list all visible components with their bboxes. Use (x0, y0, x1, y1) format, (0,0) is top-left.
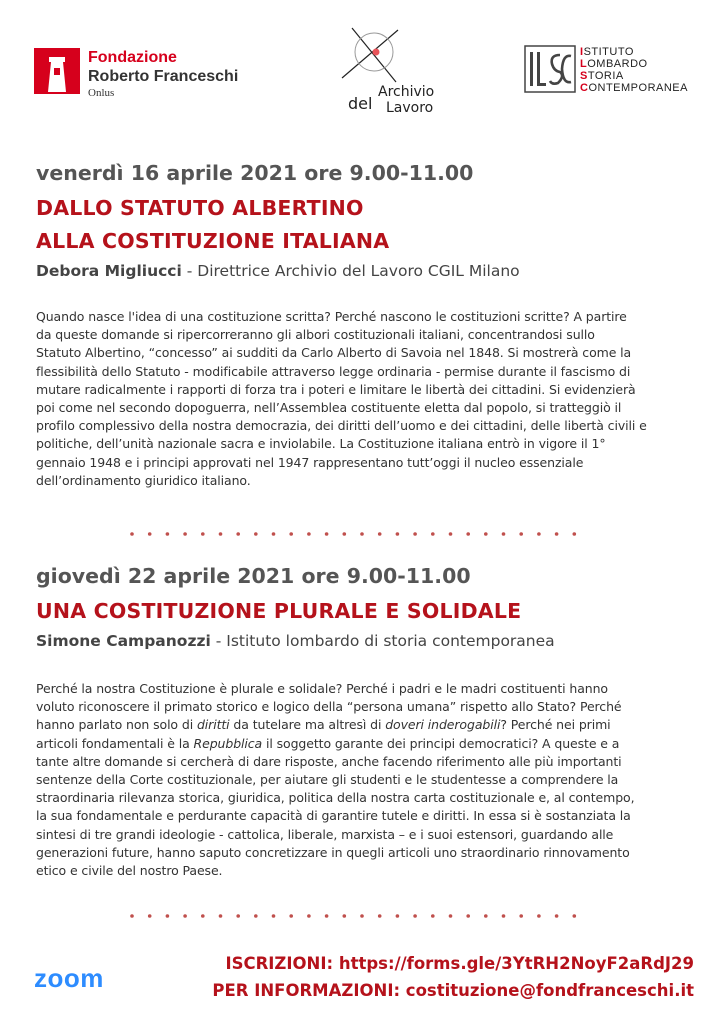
divider-dot (378, 914, 382, 918)
paragraph-line: hanno parlato non solo di diritti da tutelare ma altresì di doveri inderogabili? Perché nei primi (36, 717, 611, 733)
event-1 (36, 160, 696, 490)
event-2-title: UNA COSTITUZIONE PLURALE E SOLIDALE (36, 599, 522, 623)
ilsc-logo (524, 44, 694, 108)
divider-dot (573, 914, 577, 918)
header (0, 22, 724, 122)
event-1-title-line2: ALLA COSTITUZIONE ITALIANA (36, 229, 390, 253)
divider-dot (396, 914, 400, 918)
divider-dot (325, 914, 329, 918)
divider-dot (378, 532, 382, 536)
tower-icon (34, 48, 80, 94)
divider-dot (502, 914, 506, 918)
fondazione-label: Fondazione (88, 49, 177, 66)
paragraph-line: profilo complessivo della nostra democrazia, dei diritti dell’uomo e dei cittadini, delle libertà civili e (36, 418, 647, 434)
divider-dot (360, 914, 364, 918)
paragraph-line: generazioni future, hanno saputo concretizzare in quegli articoli uno straordinario rinnovamento (36, 844, 630, 860)
event-1-date: venerdì 16 aprile 2021 ore 9.00-11.00 (36, 161, 474, 185)
dotted-divider (130, 529, 590, 539)
divider-dot (537, 914, 541, 918)
divider-dot (343, 914, 347, 918)
ilsc-line-istituto: ISTITUTO (580, 46, 634, 58)
paragraph-line: Quando nasce l'idea di una costituzione scritta? Perché nascono le costituzioni scritte? A partire (36, 309, 627, 324)
divider-dot (484, 914, 488, 918)
dotted-divider (130, 911, 590, 921)
divider-dot (537, 532, 541, 536)
divider-dot (502, 532, 506, 536)
paragraph-line: dell’ordinamento giuridico italiano. (36, 472, 251, 488)
paragraph-line: poi come nel secondo dopoguerra, nell’Assemblea costituente eletta dal popolo, si tratteggiò il (36, 400, 622, 416)
divider-dot (555, 532, 559, 536)
divider-dot (201, 532, 205, 536)
paragraph-line: da queste domande si ripercorreranno gli albori costituzionali italiani, concentrandosi sullo (36, 327, 595, 343)
divider-dot (130, 914, 134, 918)
contact-email[interactable]: PER INFORMAZIONI: costituzione@fondfranceschi.it (212, 981, 694, 1000)
divider-dot (396, 532, 400, 536)
divider-dot (166, 914, 170, 918)
divider-dot (254, 914, 258, 918)
paragraph-line: articoli fondamentali è la Repubblica il soggetto garante dei principi democratici? A queste e a (36, 735, 620, 751)
divider-dot (272, 532, 276, 536)
divider-dot (307, 914, 311, 918)
paragraph-line: sintesi di tre grandi ideologie - cattolica, liberale, marxista – e i suoi estensori, guardando alle (36, 826, 614, 842)
divider-dot (360, 532, 364, 536)
divider-dot (289, 532, 293, 536)
paragraph-line: sentenze della Corte costituzionale, per aiutare gli studenti e le studentesse a comprendere la (36, 772, 619, 788)
divider-dot (166, 532, 170, 536)
onlus-label: Onlus (88, 87, 115, 99)
divider-dot (449, 914, 453, 918)
ilsc-line-contemporanea: CONTEMPORANEA (580, 82, 688, 94)
event-1-title-line1: DALLO STATUTO ALBERTINO (36, 196, 364, 220)
paragraph-line: la sua fondamentale e perdurante capacità di garantire tutele e diritti. In essa si è sostanziata la (36, 808, 631, 824)
zoom-logo: zoom (34, 963, 104, 993)
event-1-description (36, 308, 696, 490)
paragraph-line: straordinaria rilevanza storica, giuridica, politica della nostra carta costituzionale e, al contempo, (36, 790, 635, 806)
fondazione-franceschi-logo (34, 48, 294, 118)
divider-dot (466, 914, 470, 918)
archivio-label: Archivio (378, 84, 435, 100)
del-label: del (348, 94, 373, 113)
archivio-lavoro-logo (330, 22, 450, 132)
paragraph-line: mutare radicalmente i rapporti di forza tra i poteri e limitare le libertà dei cittadini. Si evidenzierà (36, 381, 636, 397)
paragraph-line: Perché la nostra Costituzione è plurale e solidale? Perché i padri e le madri costituenti hanno (36, 681, 608, 696)
divider-dot (219, 532, 223, 536)
event-1-speaker (36, 260, 696, 282)
divider-dot (413, 914, 417, 918)
divider-dot (466, 532, 470, 536)
compass-icon (338, 22, 408, 92)
franceschi-label: Roberto Franceschi (88, 68, 239, 85)
divider-dot (519, 532, 523, 536)
event-1-speaker-name: Debora Migliucci (36, 262, 182, 280)
divider-dot (484, 532, 488, 536)
divider-dot (183, 914, 187, 918)
ilsc-mark-icon (524, 44, 576, 98)
divider-dot (573, 532, 577, 536)
divider-dot (343, 532, 347, 536)
divider-dot (148, 532, 152, 536)
divider-dot (449, 532, 453, 536)
divider-dot (219, 914, 223, 918)
paragraph-line: politiche, dell’unità nazionale sacra e inviolabile. La Costituzione italiana entrò in vigore il 1° (36, 436, 606, 452)
divider-dot (201, 914, 205, 918)
divider-dot (519, 914, 523, 918)
divider-dot (254, 532, 258, 536)
event-2-date: giovedì 22 aprile 2021 ore 9.00-11.00 (36, 564, 471, 588)
paragraph-line: etico e civile del nostro Paese. (36, 863, 223, 879)
divider-dot (431, 532, 435, 536)
registration-link[interactable]: ISCRIZIONI: https://forms.gle/3YtRH2NoyF2aRdJ29 (225, 954, 694, 973)
paragraph-line: Statuto Albertino, “concesso” ai sudditi da Carlo Alberto di Savoia nel 1848. Si mostrerà come la (36, 345, 632, 361)
divider-dot (413, 532, 417, 536)
divider-dot (431, 914, 435, 918)
ilsc-line-lombardo: LOMBARDO (580, 58, 648, 70)
divider-dot (130, 532, 134, 536)
divider-dot (236, 532, 240, 536)
divider-dot (325, 532, 329, 536)
divider-dot (236, 914, 240, 918)
lavoro-label: Lavoro (386, 100, 434, 116)
event-2 (36, 563, 696, 880)
event-2-description (36, 680, 696, 880)
divider-dot (289, 914, 293, 918)
divider-dot (183, 532, 187, 536)
event-1-speaker-role: - Direttrice Archivio del Lavoro CGIL Milano (181, 262, 520, 280)
divider-dot (307, 532, 311, 536)
event-2-speaker (36, 630, 696, 652)
footer-info (212, 950, 694, 1004)
paragraph-line: gennaio 1948 e i principi approvati nel 1947 rappresentano tutt’oggi il nucleo essenziale (36, 454, 584, 470)
paragraph-line: voluto riconoscere il primato storico e logico della “persona umana” rispetto allo Stato? Perché (36, 699, 622, 715)
paragraph-line: flessibilità dello Statuto - modificabile attraverso legge ordinaria - permise durante il fascismo di (36, 363, 631, 379)
event-2-speaker-role: - Istituto lombardo di storia contemporanea (210, 632, 555, 650)
event-2-speaker-name: Simone Campanozzi (36, 632, 211, 650)
ilsc-line-storia: STORIA (580, 70, 624, 82)
paragraph-line: tante altre domande si cercherà di dare risposte, anche facendo riferimento alle più importanti (36, 753, 622, 769)
divider-dot (148, 914, 152, 918)
divider-dot (555, 914, 559, 918)
divider-dot (272, 914, 276, 918)
